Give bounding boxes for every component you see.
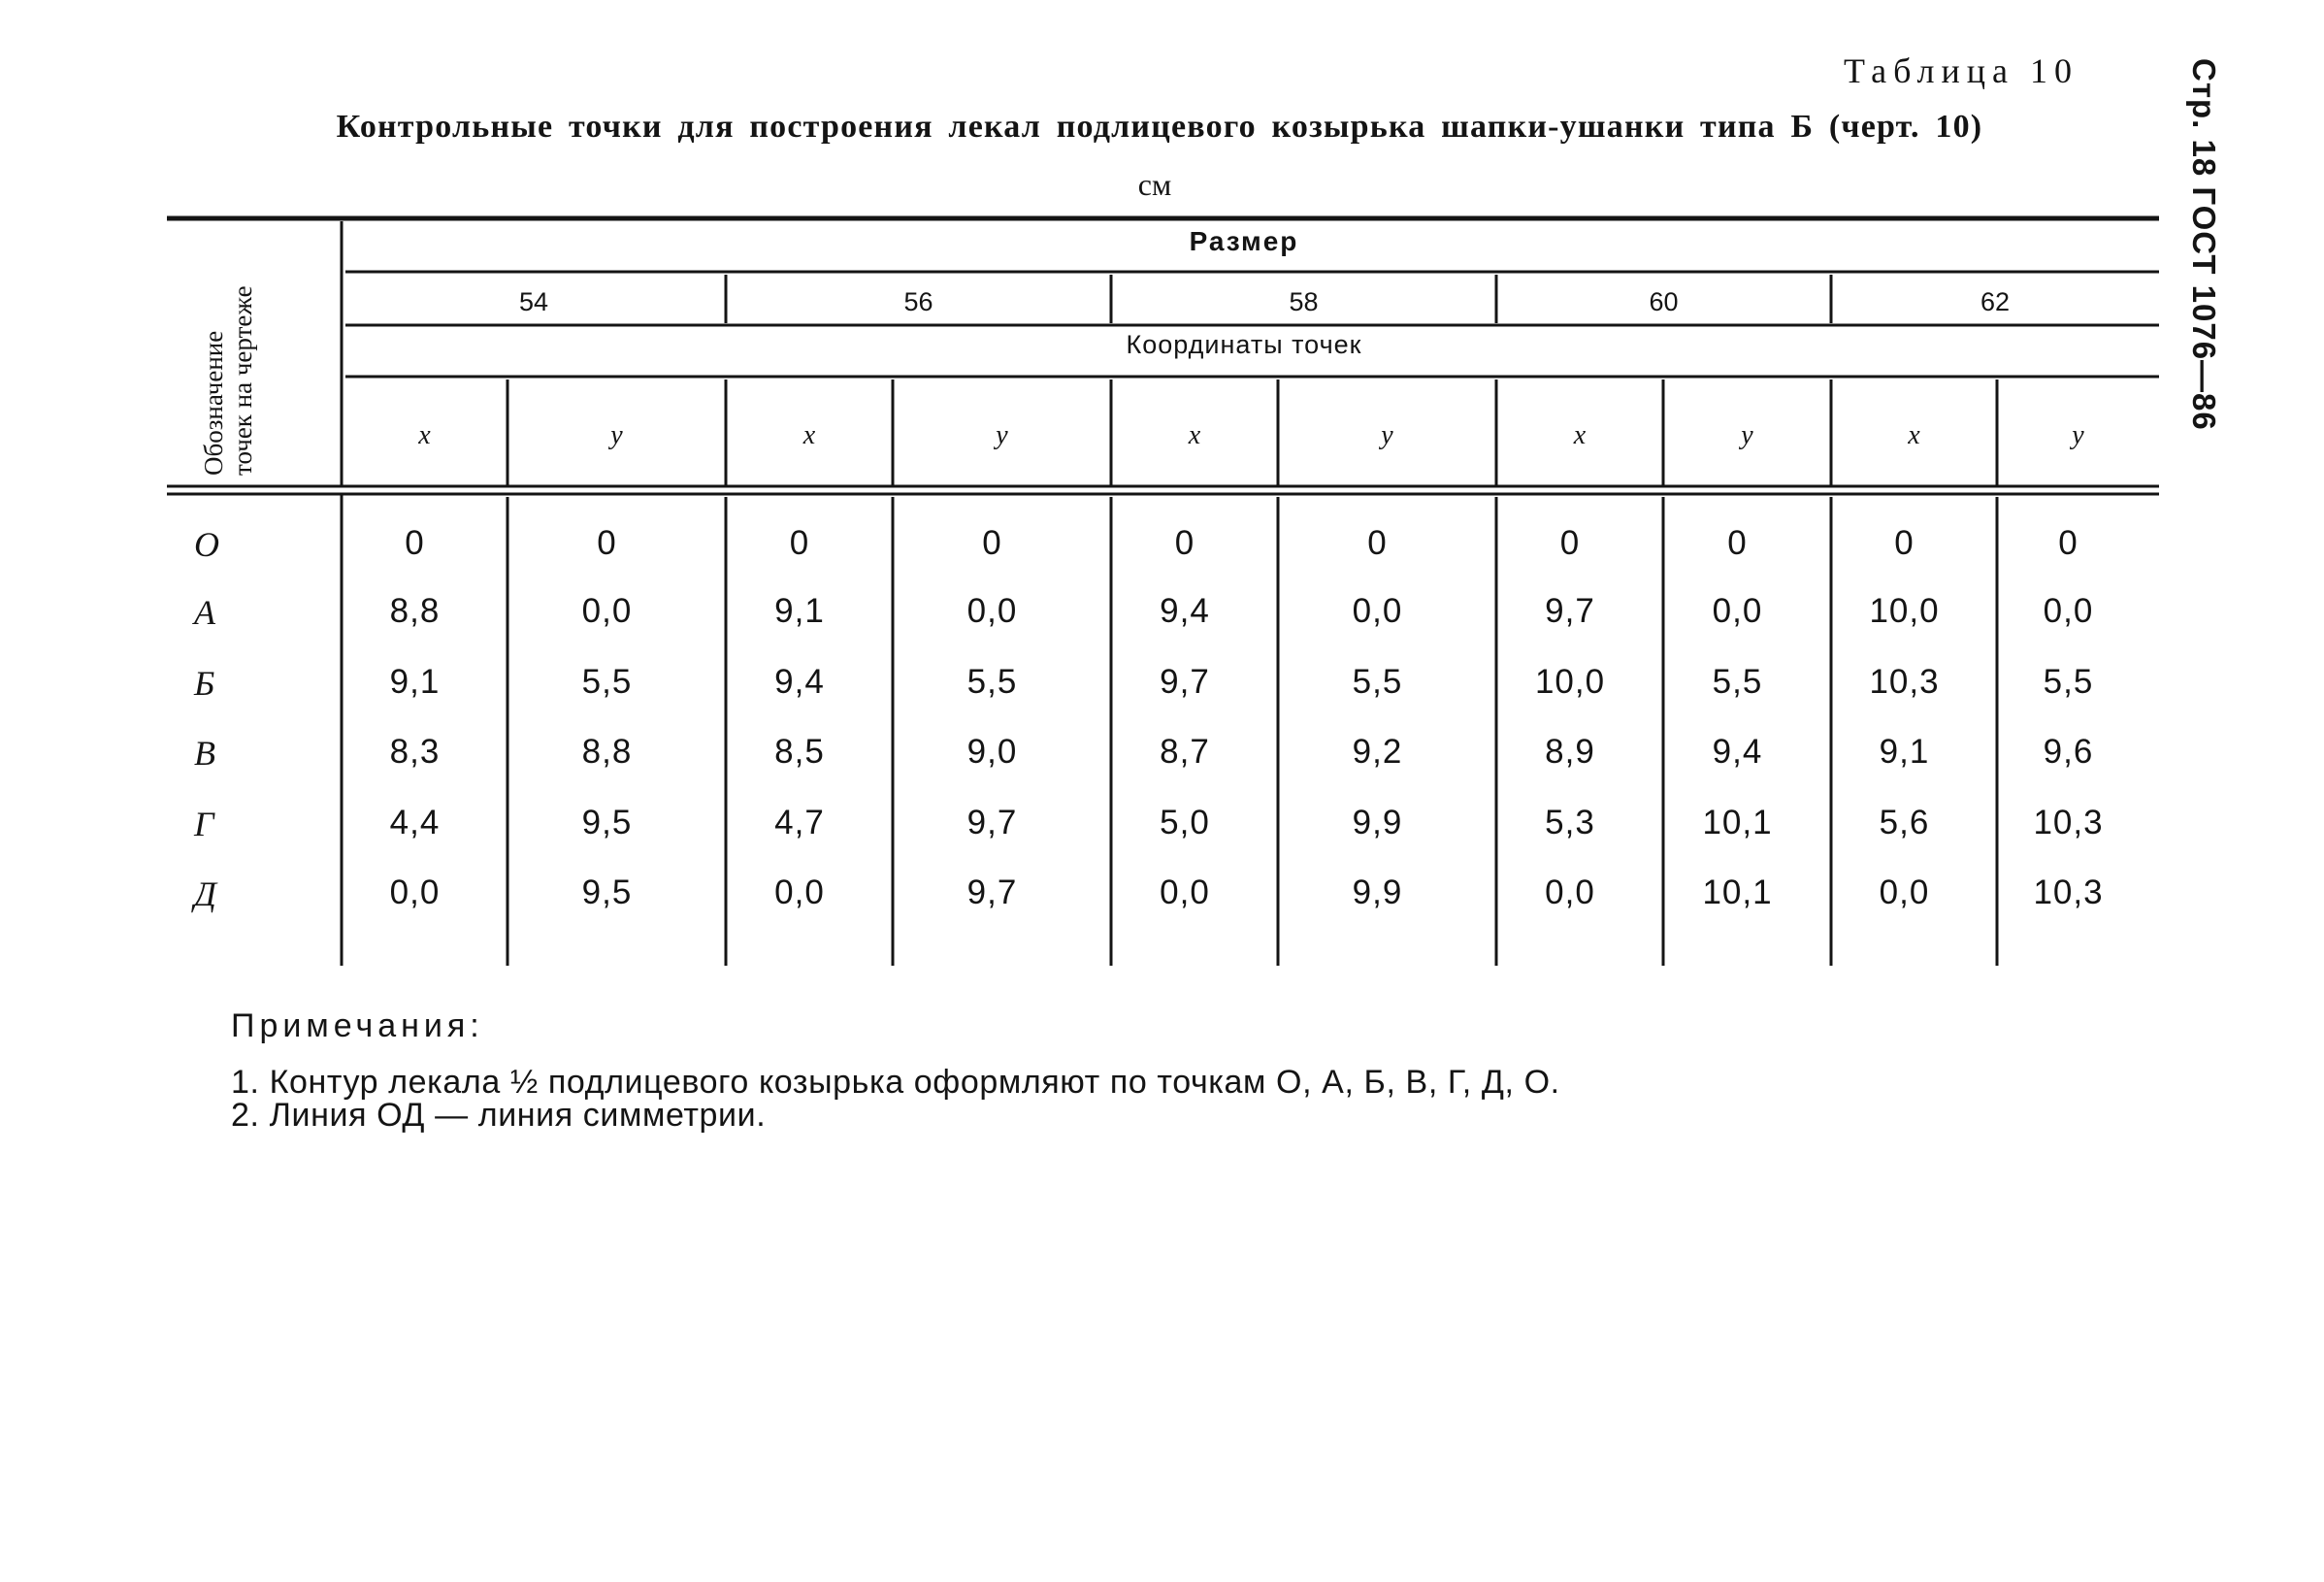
coords-header: Координаты точек <box>1126 330 1362 359</box>
axis-label: x <box>1908 420 1920 450</box>
coordinate-value: 5,5 <box>2043 663 2094 701</box>
coordinate-value: 9,9 <box>1352 804 1403 841</box>
point-label: О <box>194 525 219 564</box>
coordinate-value: 0 <box>597 524 617 562</box>
table-title: Контрольные точки для построения лекал подлицевого козырька шапки-ушанки типа Б (черт. 10) <box>336 109 1983 145</box>
unit-label: см <box>1137 167 1172 202</box>
coordinate-value: 9,9 <box>1352 873 1403 911</box>
size-label: 62 <box>1980 287 2011 316</box>
coordinate-value: 4,4 <box>389 804 441 841</box>
side-label-text: Стр. 18 ГОСТ 1076—86 <box>2186 58 2222 431</box>
coordinate-value: 8,7 <box>1160 733 1210 771</box>
point-label: Д <box>194 874 216 913</box>
coordinate-value: 10,0 <box>1869 592 1940 630</box>
size-header: Размер <box>1189 226 1299 256</box>
axis-label: x <box>1188 420 1201 450</box>
coordinate-value: 0,0 <box>1712 592 1763 630</box>
coordinate-value: 10,1 <box>1702 873 1773 911</box>
coordinate-value: 0 <box>1174 524 1195 562</box>
coordinate-value: 5,5 <box>1352 663 1403 701</box>
coordinate-value: 9,7 <box>966 873 1018 911</box>
axis-label: y <box>996 420 1008 450</box>
coordinate-value: 10,3 <box>2033 873 2104 911</box>
coordinate-value: 9,7 <box>966 804 1018 841</box>
size-label: 60 <box>1649 287 1679 316</box>
axis-label: x <box>418 420 431 450</box>
coordinate-value: 9,4 <box>774 663 825 701</box>
row-header-cell <box>199 281 286 476</box>
coordinate-value: 0 <box>1727 524 1748 562</box>
size-label: 56 <box>903 287 933 316</box>
axis-label: x <box>802 420 816 450</box>
coordinate-value: 8,8 <box>389 592 441 630</box>
coordinate-value: 0,0 <box>2043 592 2094 630</box>
coordinate-value: 0 <box>1894 524 1915 562</box>
coordinate-value: 0,0 <box>1160 873 1210 911</box>
coordinate-value: 9,0 <box>966 733 1018 771</box>
coordinate-value: 8,5 <box>774 733 825 771</box>
point-label: А <box>194 593 215 632</box>
coordinate-value: 0 <box>1559 524 1581 562</box>
coordinate-value: 0,0 <box>581 592 633 630</box>
size-label: 54 <box>518 287 549 316</box>
coordinate-value: 0 <box>1367 524 1388 562</box>
coordinate-value: 0,0 <box>1352 592 1403 630</box>
axis-label: y <box>1381 420 1393 450</box>
coordinate-value: 9,4 <box>1712 733 1763 771</box>
coordinate-value: 0 <box>405 524 425 562</box>
coordinate-value: 5,5 <box>966 663 1018 701</box>
coordinate-value: 0,0 <box>389 873 441 911</box>
coordinate-value: 0 <box>789 524 810 562</box>
axis-label: y <box>610 420 623 450</box>
coordinate-value: 9,4 <box>1160 592 1210 630</box>
coordinate-value: 5,0 <box>1160 804 1210 841</box>
axis-label: x <box>1573 420 1587 450</box>
point-label: Г <box>194 805 214 843</box>
coordinate-value: 0,0 <box>774 873 825 911</box>
coordinate-value: 0 <box>982 524 1002 562</box>
coordinate-value: 9,7 <box>1160 663 1210 701</box>
table-number: Таблица 10 <box>1844 51 2079 90</box>
coordinate-value: 9,6 <box>2043 733 2094 771</box>
note-item: 2. Линия ОД — линия симметрии. <box>231 1097 767 1134</box>
coordinate-value: 0 <box>2058 524 2079 562</box>
axis-label: y <box>1741 420 1753 450</box>
axis-label: y <box>2072 420 2084 450</box>
point-label: В <box>194 734 215 773</box>
coordinate-value: 8,8 <box>581 733 633 771</box>
coordinate-value: 0,0 <box>966 592 1018 630</box>
coordinate-value: 0,0 <box>1879 873 1930 911</box>
size-label: 58 <box>1289 287 1319 316</box>
row-header-label: Обозначение точек на чертеже <box>199 285 257 476</box>
note-item: 1. Контур лекала ½ подлицевого козырька оформляют по точкам О, А, Б, В, Г, Д, О. <box>231 1064 1560 1101</box>
coordinate-value: 9,7 <box>1545 592 1595 630</box>
coordinate-value: 4,7 <box>774 804 825 841</box>
coordinate-value: 10,3 <box>1869 663 1940 701</box>
coordinate-value: 9,5 <box>581 804 633 841</box>
coordinate-value: 10,0 <box>1534 663 1606 701</box>
coordinate-value: 5,5 <box>581 663 633 701</box>
coordinate-value: 10,3 <box>2033 804 2104 841</box>
coordinate-value: 10,1 <box>1702 804 1773 841</box>
coordinate-value: 5,5 <box>1712 663 1763 701</box>
point-label: Б <box>194 664 215 703</box>
coordinate-value: 9,1 <box>774 592 825 630</box>
coordinate-value: 0,0 <box>1545 873 1595 911</box>
coordinate-value: 8,3 <box>389 733 441 771</box>
notes-title: Примечания: <box>231 1007 484 1044</box>
coordinate-value: 5,3 <box>1545 804 1595 841</box>
coordinate-value: 9,1 <box>1879 733 1930 771</box>
coordinate-value: 8,9 <box>1545 733 1595 771</box>
coordinate-value: 5,6 <box>1879 804 1930 841</box>
coordinate-value: 9,2 <box>1352 733 1403 771</box>
coordinate-value: 9,1 <box>389 663 441 701</box>
coordinate-value: 9,5 <box>581 873 633 911</box>
